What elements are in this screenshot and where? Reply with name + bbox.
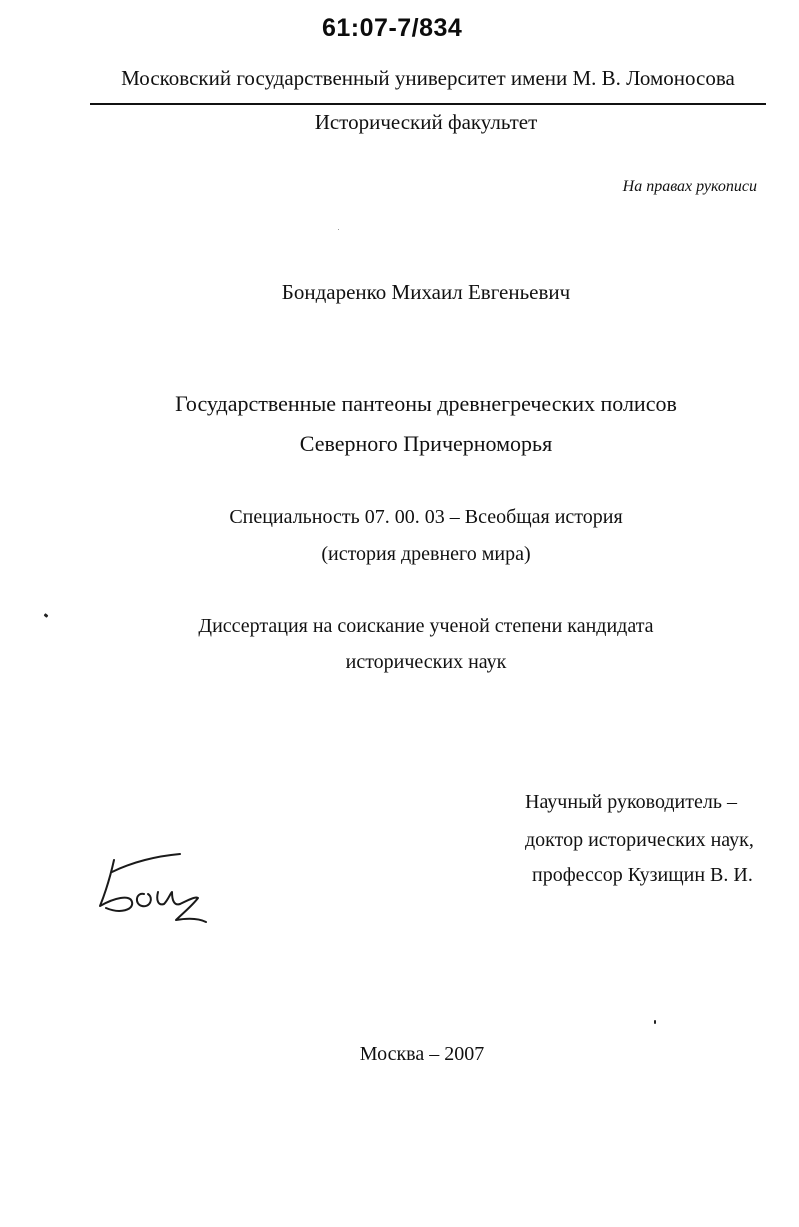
specialty-line-2: (история древнего мира): [321, 543, 531, 565]
advisor-degree: доктор исторических наук,: [525, 829, 754, 851]
handwritten-signature: [92, 848, 222, 933]
author-name: Бондаренко Михаил Евгеньевич: [281, 280, 571, 304]
university-name: Московский государственный университет имени М. В. Ломоносова: [121, 66, 735, 90]
faculty-name: Исторический факультет: [314, 110, 538, 134]
degree-statement-line-2: исторических наук: [345, 651, 507, 673]
manuscript-rights-note: На правах рукописи: [622, 178, 757, 195]
archive-stamp-number: 61:07-7/834: [322, 14, 463, 42]
degree-statement-line-1: Диссертация на соискание ученой степени кандидата: [198, 615, 654, 637]
dissertation-title-line-1: Государственные пантеоны древнегреческих полисов: [175, 391, 677, 416]
dissertation-title-line-2: Северного Причерноморья: [299, 431, 553, 456]
scan-speck: [654, 1020, 656, 1024]
advisor-role: Научный руководитель –: [525, 791, 737, 813]
advisor-name: профессор Кузищин В. И.: [532, 864, 753, 886]
specialty-line-1: Специальность 07. 00. 03 – Всеобщая история: [229, 506, 623, 528]
scan-speck: [338, 229, 339, 230]
city-and-year: Москва – 2007: [359, 1043, 485, 1065]
header-divider: [90, 103, 766, 105]
